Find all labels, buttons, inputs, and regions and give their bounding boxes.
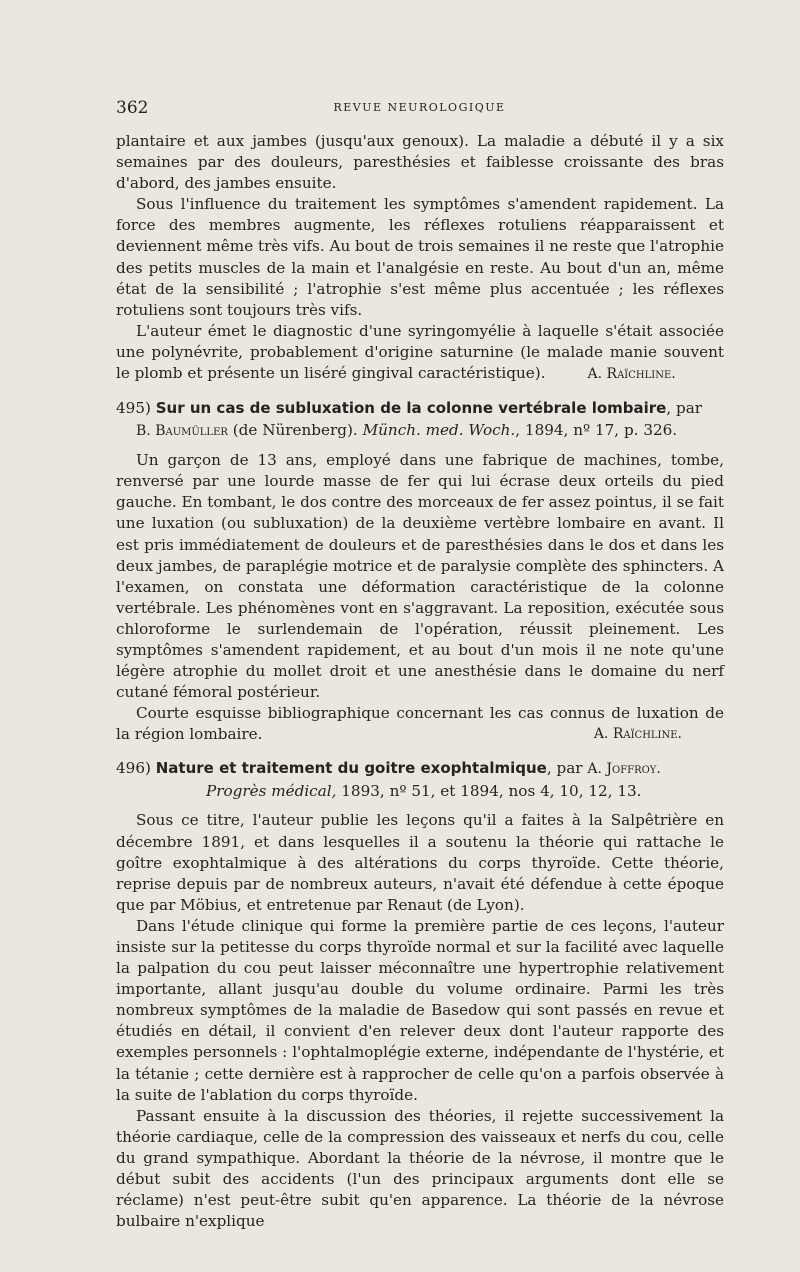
paragraph: Sous l'influence du traitement les symptômes s'amendent rapidement. La force des membres augmente, les réflexes rotuliens réapparaissent et deviennent même très vifs. Au bout de trois semaines il ne reste que l'atrophie des petits muscles de la main et l'analgésie en reste. Au bout d'un an, même état de la sensibilité ; l'atrophie s'est même plus accentuée ; les réflexes rotuliens sont toujours très vifs. (116, 195, 725, 319)
entry-journal: Münch. med. Woch. (362, 420, 516, 439)
entry-author: A. Joffroy. (587, 761, 661, 778)
article-496 (116, 758, 724, 1232)
paragraph-text: L'auteur émet le diagnostic d'une syringomyélie à laquelle s'était associée une polynévrite, probablement d'origine saturnine (le malade manie souvent le plomb et présente un liséré gingival caractéristique). (116, 321, 724, 383)
signature: A. Raïchline. (593, 726, 682, 743)
entry-heading (116, 758, 724, 781)
entry-citation (116, 420, 724, 443)
paragraph: Sous ce titre, l'auteur publie les leçons qu'il a faites à la Salpêtrière en décembre 1891, et dans lesquelles il a soutenu la théorie qui rattache le goître exophtalmique à des altérations du corps thyroïde. Cette théorie, reprise depuis par de nombreux auteurs, n'avait été défendue à cette époque que par Möbius, et entretenue par Renaut (de Lyon). (116, 811, 724, 914)
entry-reference: 1893, nº 51, et 1894, nos 4, 10, 12, 13. (336, 781, 642, 800)
paragraph (116, 321, 724, 385)
entry-number: 496) (116, 759, 151, 778)
entry-reference: , 1894, nº 17, p. 326. (515, 420, 678, 439)
entry-body (116, 810, 724, 1232)
entry-citation (116, 781, 724, 803)
paragraph: Passant ensuite à la discussion des théories, il rejette successivement la théorie cardiaque, celle de la compression des vaisseaux et nerfs du cou, celle du grand sympathique. Abordant la théorie de la névrose, il montre que le début subit des accidents (l'un des principaux arguments dont elle se réclame) n'est peut-être subit qu'en apparence. La théorie de la névrose bulbaire n'explique (116, 1106, 724, 1231)
entry-title: Sur un cas de subluxation de la colonne vertébrale lombaire (155, 399, 667, 418)
entry-author: B. Baumüller (136, 422, 228, 439)
page-number: 362 (116, 98, 149, 118)
paragraph: Dans l'étude clinique qui forme la première partie de ces leçons, l'auteur insiste sur la petitesse du corps thyroïde normal et sur la facilité avec laquelle la palpation du cou peut laisser méconnaître une hypertrophie relativement importante, allant jusqu'au double du volume ordinaire. Parmi les très nombreux symptômes de la maladie de Basedow qui sont passés en revue et étudiés en détail, il convient d'en relever deux dont l'auteur rapporte des exemples personnels : l'ophtalmoplégie externe, indépendante de l'hystérie, et la tétanie ; cette dernière est à rapprocher de celle qu'on a parfois observée à la suite de l'ablation du corps thyroïde. (116, 916, 724, 1104)
entry-par: , par (666, 399, 703, 418)
paragraph-text: Courte esquisse bibliographique concernant les cas connus de luxation de la région lombaire. (116, 704, 724, 744)
page-body (116, 131, 724, 1232)
entry-journal: Progrès médical, (206, 781, 337, 800)
article-495 (116, 398, 724, 745)
paragraph: plantaire et aux jambes (jusqu'aux genoux). La maladie a débuté il y a six semaines par des douleurs, paresthésies et faiblesse croissante des bras d'abord, des jambes ensuite. (116, 132, 724, 193)
signature: A. Raïchline. (587, 366, 676, 383)
entry-heading (116, 398, 724, 420)
page-header (116, 98, 723, 118)
previous-article-continuation (116, 131, 724, 385)
paragraph (116, 703, 724, 745)
entry-title: Nature et traitement du goitre exophtalmique (155, 759, 547, 778)
running-head: REVUE NEUROLOGIQUE (333, 101, 506, 114)
entry-place: (de Nürenberg). (232, 420, 358, 439)
entry-number: 495) (116, 399, 151, 418)
entry-par: , par (546, 759, 583, 778)
entry-body (116, 450, 724, 745)
paragraph: Un garçon de 13 ans, employé dans une fabrique de machines, tombe, renversé par une lourde masse de fer qui lui écrase deux orteils du pied gauche. En tombant, le dos contre des morceaux de fer assez pointus, il se fait une luxation (ou subluxation) de la deuxième vertèbre lombaire en avant. Il est pris immédiatement de douleurs et de paresthésies dans le dos et dans les deux jambes, de paraplégie motrice et de paralysie complète des sphincters. A l'examen, on constata une déformation caractéristique de la colonne vertébrale. Les phénomènes vont en s'aggravant. La reposition, exécutée sous chloroforme le surlendemain de l'opération, réussit pleinement. Les symptômes s'amendent rapidement, et au bout d'un mois il ne note qu'une légère atrophie du mollet droit et une anesthésie dans le domaine du nerf cutané fémoral postérieur. (116, 451, 724, 702)
